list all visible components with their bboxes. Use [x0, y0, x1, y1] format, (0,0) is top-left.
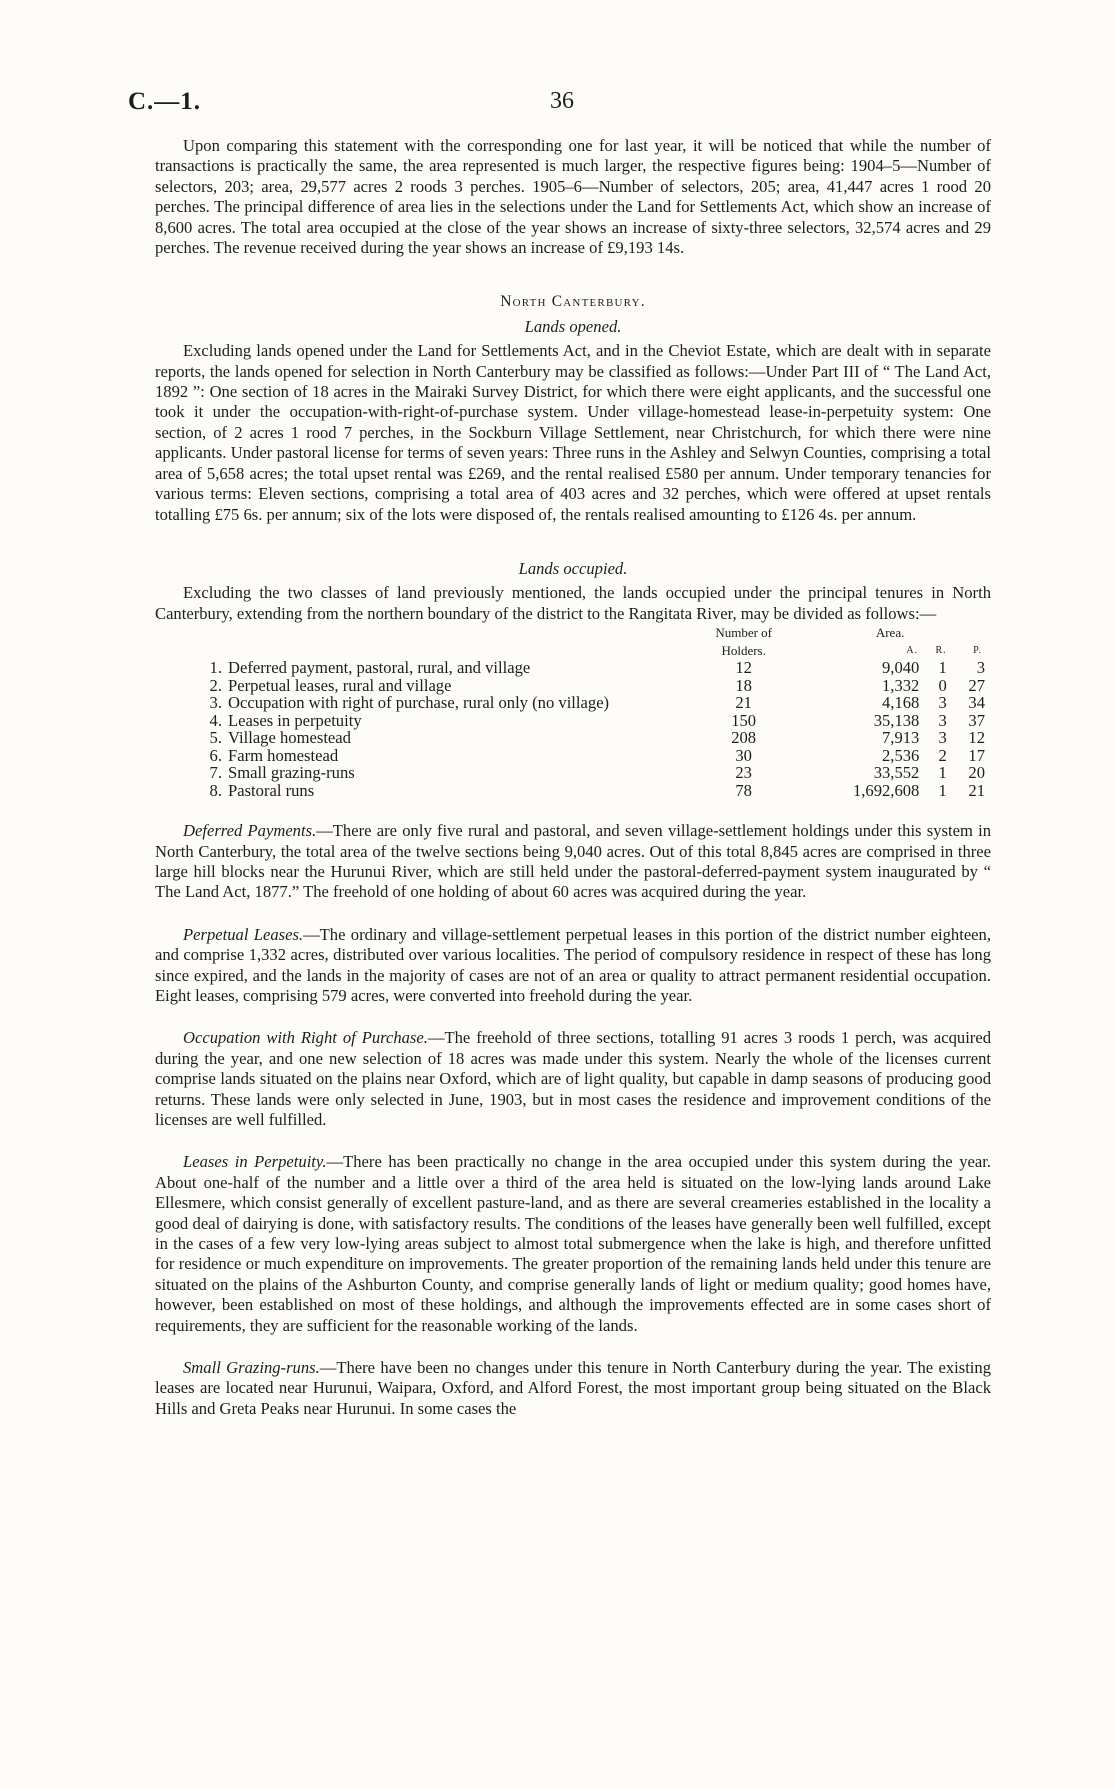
area-acres: 2,536	[882, 745, 920, 765]
holders-column-header	[692, 624, 795, 659]
holders-count: 208	[731, 728, 757, 748]
holders-count: 30	[735, 745, 752, 765]
body-paragraph	[155, 925, 991, 1007]
page-number: 36	[550, 88, 574, 114]
body-paragraph	[155, 1028, 991, 1130]
page-content	[155, 136, 991, 1419]
lands-opened-paragraph: Excluding lands opened under the Land for Settlements Act, and in the Cheviot Estate, which are dealt with in separate reports, the lands opened for selection in North Canterbury may be classified as follows:—Under Part III of “ The Land Act, 1892 ”: One section of 18 acres in the Mairaki Survey District, for which there were eight applicants, and the successful one took it under the occupation-with-right-of-purchase system. Under village-homestead lease-in-perpetuity system: One section, of 2 acres 1 rood 7 perches, in the Sockburn Village Settlement, near Christchurch, for which there were nine applicants. Under pastoral license for terms of seven years: Three runs in the Ashley and Selwyn Counties, comprising a total area of 5,658 acres; the total upset rental was £269, and the rental realised £580 per annum. Under temporary tenancies for various terms: Eleven sections, comprising a total area of 403 acres and 32 perches, which were offered at upset rentals totalling £75 6s. per annum; six of the lots were disposed of, the rentals realised amounting to £126 4s. per annum.	[155, 341, 991, 524]
tenure-description: Leases in perpetuity	[228, 710, 362, 730]
area-perches: 21	[968, 780, 985, 800]
area-acres: 33,552	[873, 763, 920, 783]
table-row	[195, 659, 985, 677]
paragraph-lead: Deferred Payments.	[183, 821, 317, 841]
area-perches: 37	[968, 710, 985, 730]
table-row	[195, 764, 985, 782]
holders-count: 18	[735, 675, 752, 695]
paragraph-text: —There have been no changes under this tenure in North Canterbury during the year. The existing leases are located near Hurunui, Waipara, Oxford, and Alford Forest, the most important group being situated on the Black Hills and Greta Peaks near Hurunui. In some cases the	[155, 1358, 992, 1418]
table-row	[195, 782, 985, 800]
area-roods: 3	[938, 728, 947, 748]
section-title: North Canterbury.	[500, 293, 646, 311]
paragraph-text: —The ordinary and village-settlement perpetual leases in this portion of the district number eighteen, and comprise 1,332 acres, distributed over various localities. The period of compulsory residence in respect of these has long since expired, and the lands in the majority of cases are not of an area or quality to attract permanent residential occupation. Eight leases, comprising 579 acres, were converted into freehold during the year.	[155, 924, 991, 1005]
holders-count: 150	[731, 710, 757, 730]
roods-header: R.	[935, 644, 947, 656]
body-paragraph	[155, 1152, 991, 1336]
area-acres: 1,332	[882, 675, 920, 695]
body-paragraphs	[155, 799, 991, 1419]
row-number: 7.	[209, 763, 222, 783]
area-roods: 1	[938, 763, 947, 783]
tenure-description: Farm homestead	[228, 745, 339, 765]
table-row	[195, 747, 985, 765]
table-row	[195, 712, 985, 730]
area-header-label: Area.	[875, 625, 905, 641]
tenure-description: Pastoral runs	[228, 780, 315, 800]
area-perches: 34	[968, 693, 985, 713]
area-acres: 9,040	[882, 658, 920, 678]
lands-opened-heading: Lands opened.	[524, 316, 622, 336]
acres-header: A.	[906, 644, 919, 656]
table-row	[195, 694, 985, 712]
tenure-description: Village homestead	[228, 728, 351, 748]
area-acres: 1,692,608	[852, 780, 920, 800]
body-paragraph	[155, 821, 991, 903]
paragraph-text: —There has been practically no change in the area occupied under this system during the year. About one-half of the number and a little over a third of the area held is situated on the low-lying lands around Lake Ellesmere, which consist generally of excellent pasture-land, and as there are several creameries established in the locality a good deal of dairying is done, with satisfactory results. The conditions of the leases have generally been well fulfilled, except in the cases of a few very low-lying areas subject to almost total submergence when the lake is high, and therefore unfitted for residence or much expenditure on improvements. The greater proportion of the remaining lands held under this tenure are situated on the plains of the Ashburton County, and comprise generally lands of light or medium quality; good homes have, however, been established on most of these holdings, and although the improvements effected are in some cases short of requirements, they are sufficient for the reasonable working of the lands.	[155, 1152, 991, 1335]
area-column-header	[795, 624, 985, 659]
holders-count: 78	[735, 780, 752, 800]
area-acres: 35,138	[873, 710, 920, 730]
table-row	[195, 729, 985, 747]
holders-count: 21	[735, 693, 752, 713]
lands-occupied-heading: Lands occupied.	[518, 558, 628, 578]
table-header-row	[195, 624, 985, 659]
perches-header: P.	[973, 644, 983, 656]
paragraph-text: —The freehold of three sections, totalling 91 acres 3 roods 1 perch, was acquired during the year, and one new selection of 18 acres was made under this system. Nearly the whole of the licenses current comprise lands situated on the plains near Oxford, which are of light quality, but capable in damp seasons of producing good returns. These lands were only selected in June, 1903, but in most cases the residence and improvement conditions of the licenses are well fulfilled.	[155, 1028, 991, 1129]
area-acres: 4,168	[882, 693, 920, 713]
row-number: 5.	[209, 728, 222, 748]
row-number: 2.	[209, 675, 222, 695]
row-number: 1.	[209, 658, 222, 678]
tenure-description: Deferred payment, pastoral, rural, and village	[228, 658, 531, 678]
holders-header-line1: Number of	[715, 625, 772, 641]
row-number: 3.	[209, 693, 222, 713]
paragraph-lead: Small Grazing-runs.	[183, 1358, 320, 1378]
body-paragraph	[155, 1358, 991, 1419]
tenure-description: Perpetual leases, rural and village	[228, 675, 452, 695]
document-code: C.—1.	[128, 88, 202, 115]
paragraph-text: —There are only five rural and pastoral, and seven village-settlement holdings under this system in North Canterbury, the total area of the twelve sections being 9,040 acres. Out of this total 8,845 acres are comprised in three large hill blocks near the Hurunui River, which are still held under the pastoral-deferred-payment system inaugurated by “ The Land Act, 1877.” The freehold of one holding of about 60 acres was acquired during the year.	[155, 821, 992, 902]
row-number: 4.	[209, 710, 222, 730]
tenure-description: Occupation with right of purchase, rural only (no village)	[228, 693, 610, 713]
holders-count: 23	[735, 763, 752, 783]
area-perches: 3	[976, 658, 985, 678]
paragraph-lead: Occupation with Right of Purchase.	[183, 1028, 428, 1048]
row-number: 6.	[209, 745, 222, 765]
holdings-table	[195, 624, 985, 799]
area-roods: 2	[938, 745, 947, 765]
paragraph-lead: Leases in Perpetuity.	[183, 1152, 327, 1172]
area-perches: 27	[968, 675, 985, 695]
area-roods: 1	[938, 780, 947, 800]
tenure-description: Small grazing-runs	[228, 763, 355, 783]
lands-occupied-paragraph: Excluding the two classes of land previously mentioned, the lands occupied under the principal tenures in North Canterbury, extending from the northern boundary of the district to the Rangitata River, may be divided as follows:—	[155, 583, 991, 623]
table-row	[195, 677, 985, 695]
area-roods: 0	[938, 675, 947, 695]
area-perches: 12	[968, 728, 985, 748]
page-header	[128, 88, 984, 118]
holders-count: 12	[735, 658, 752, 678]
area-perches: 20	[968, 763, 985, 783]
area-acres: 7,913	[882, 728, 920, 748]
intro-paragraph: Upon comparing this statement with the corresponding one for last year, it will be noticed that while the number of transactions is practically the same, the area represented is much larger, the respective figures being: 1904–5—Number of selectors, 203; area, 29,577 acres 2 roods 3 perches. 1905–6—Number of selectors, 205; area, 41,447 acres 1 rood 20 perches. The principal difference of area lies in the selections under the Land for Settlements Act, which show an increase of 8,600 acres. The total area occupied at the close of the year shows an increase of sixty-three selectors, 32,574 acres and 29 perches. The revenue received during the year shows an increase of £9,193 14s.	[155, 136, 991, 258]
area-perches: 17	[968, 745, 985, 765]
paragraph-lead: Perpetual Leases.	[183, 924, 304, 944]
area-roods: 3	[938, 710, 947, 730]
holders-header-line2: Holders.	[721, 642, 766, 658]
area-roods: 3	[938, 693, 947, 713]
row-number: 8.	[209, 780, 222, 800]
area-roods: 1	[938, 658, 947, 678]
